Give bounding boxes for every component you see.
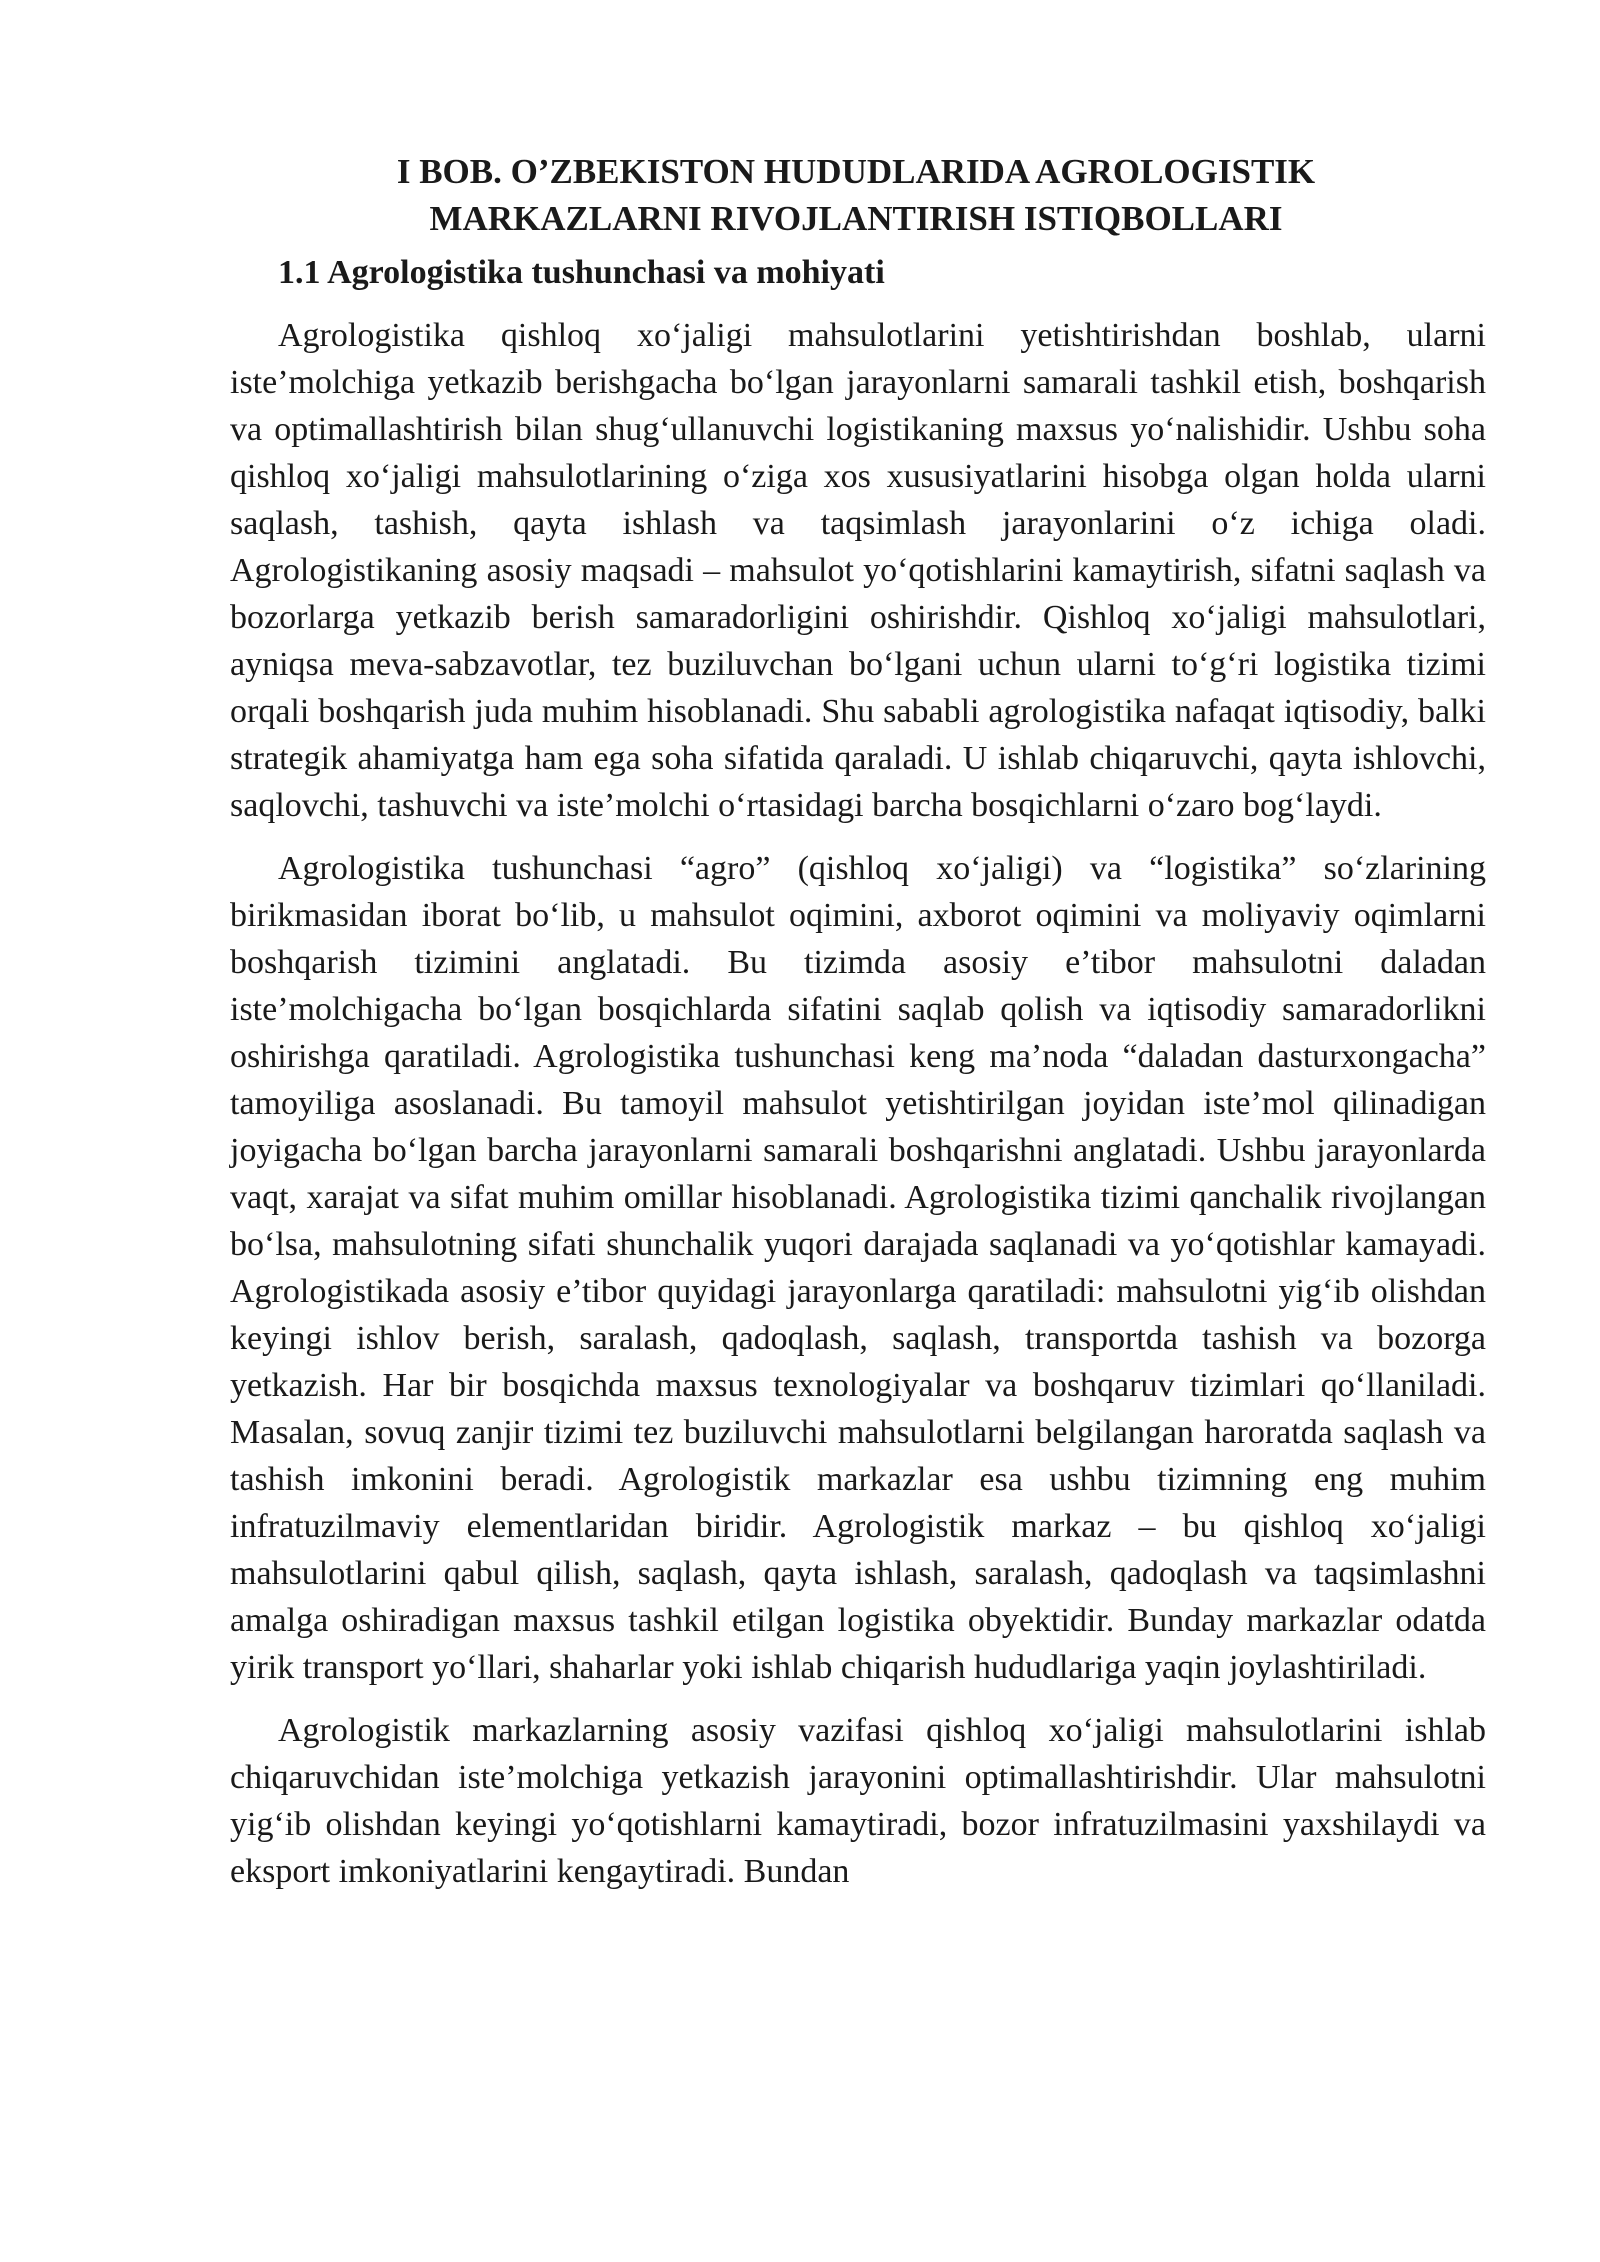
document-page bbox=[230, 148, 1486, 1911]
body-paragraph: Agrologistik markazlarning asosiy vazifasi qishloq xo‘jaligi mahsulotlarini ishlab chiqaruvchidan iste’molchiga yetkazish jarayonini optimallashtirishdir. Ular mahsulotni yig‘ib olishdan keyingi yo‘qotishlarni kamaytiradi, bozor infratuzilmasini yaxshilaydi va eksport imkoniyatlarini kengaytiradi. Bundan bbox=[230, 1712, 1486, 1890]
section-title: 1.1 Agrologistika tushunchasi va mohiyati bbox=[278, 254, 885, 291]
chapter-title: I BOB. O’ZBEKISTON HUDUDLARIDA AGROLOGISTIK MARKAZLARNI RIVOJLANTIRISH ISTIQBOLLARI bbox=[396, 152, 1316, 238]
body-paragraph: Agrologistika tushunchasi “agro” (qishloq xo‘jaligi) va “logistika” so‘zlarining birikmasidan iborat bo‘lib, u mahsulot oqimini, axborot oqimini va moliyaviy oqimlarni boshqarish tizimini anglatadi. Bu tizimda asosiy e’tibor mahsulotni daladan iste’molchigacha bo‘lgan bosqichlarda sifatini saqlab qolish va iqtisodiy samaradorlikni oshirishga qaratiladi. Agrologistika tushunchasi keng ma’noda “daladan dasturxongacha” tamoyiliga asoslanadi. Bu tamoyil mahsulot yetishtirilgan joyidan iste’mol qilinadigan joyigacha bo‘lgan barcha jarayonlarni samarali boshqarishni anglatadi. Ushbu jarayonlarda vaqt, xarajat va sifat muhim omillar hisoblanadi. Agrologistika tizimi qanchalik rivojlangan bo‘lsa, mahsulotning sifati shunchalik yuqori darajada saqlanadi va yo‘qotishlar kamayadi. Agrologistikada asosiy e’tibor quyidagi jarayonlarga qaratiladi: mahsulotni yig‘ib olishdan keyingi ishlov berish, saralash, qadoqlash, saqlash, transportda tashish va bozorga yetkazish. Har bir bosqichda maxsus texnologiyalar va boshqaruv tizimlari qo‘llaniladi. Masalan, sovuq zanjir tizimi tez buziluvchi mahsulotlarni belgilangan haroratda saqlash va tashish imkonini beradi. Agrologistik markazlar esa ushbu tizimning eng muhim infratuzilmaviy elementlaridan biridir. Agrologistik markaz – bu qishloq xo‘jaligi mahsulotlarini qabul qilish, saqlash, qayta ishlash, saralash, qadoqlash va taqsimlashni amalga oshiradigan maxsus tashkil etilgan logistika obyektidir. Bunday markazlar odatda yirik transport yo‘llari, shaharlar yoki ishlab chiqarish hududlariga yaqin joylashtiriladi. bbox=[230, 850, 1486, 1686]
body-paragraph: Agrologistika qishloq xo‘jaligi mahsulotlarini yetishtirishdan boshlab, ularni iste’molchiga yetkazib berishgacha bo‘lgan jarayonlarni samarali tashkil etish, boshqarish va optimallashtirish bilan shug‘ullanuvchi logistikaning maxsus yo‘nalishidir. Ushbu soha qishloq xo‘jaligi mahsulotlarining o‘ziga xos xususiyatlarini hisobga olgan holda ularni saqlash, tashish, qayta ishlash va taqsimlash jarayonlarini o‘z ichiga oladi. Agrologistikaning asosiy maqsadi – mahsulot yo‘qotishlarini kamaytirish, sifatni saqlash va bozorlarga yetkazib berish samaradorligini oshirishdir. Qishloq xo‘jaligi mahsulotlari, ayniqsa meva-sabzavotlar, tez buziluvchan bo‘lgani uchun ularni to‘g‘ri logistika tizimi orqali boshqarish juda muhim hisoblanadi. Shu sababli agrologistika nafaqat iqtisodiy, balki strategik ahamiyatga ham ega soha sifatida qaraladi. U ishlab chiqaruvchi, qayta ishlovchi, saqlovchi, tashuvchi va iste’molchi o‘rtasidagi barcha bosqichlarni o‘zaro bog‘laydi. bbox=[230, 317, 1486, 824]
